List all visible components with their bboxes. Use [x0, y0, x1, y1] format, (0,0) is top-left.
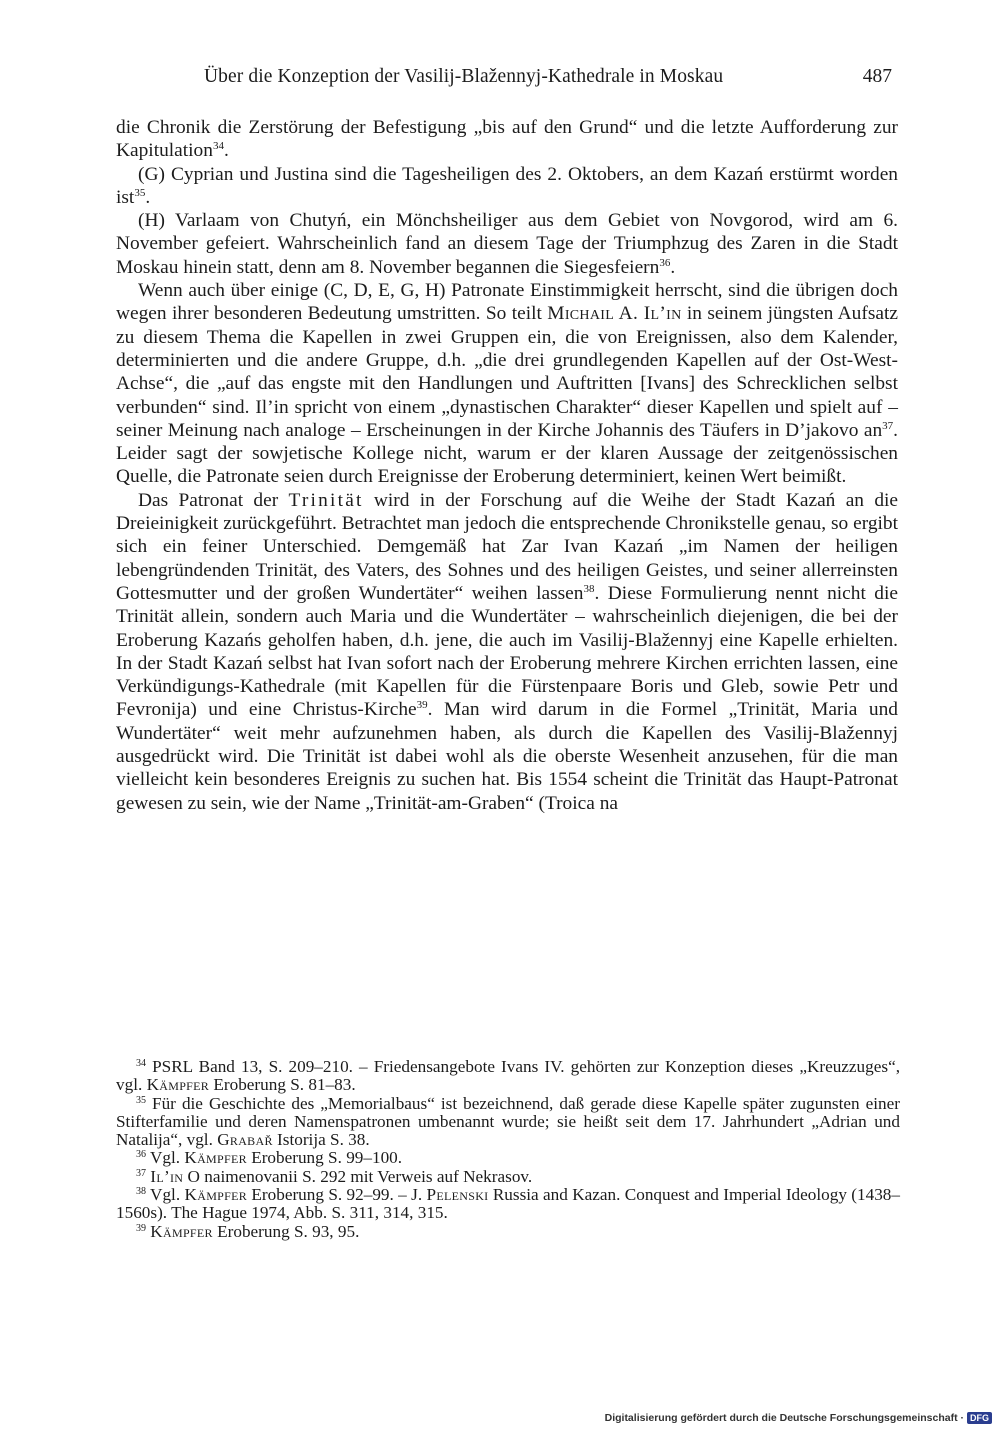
text-run: (G) Cyprian und Justina sind die Tagesheiligen des 2. Oktobers, an dem Kazań erstürmt worden ist: [116, 163, 898, 208]
author-name: Kämpfer: [184, 1185, 248, 1205]
paragraph-2: [116, 163, 898, 210]
text-run: Vgl.: [146, 1148, 185, 1168]
text-run: Eroberung S. 93, 95.: [212, 1221, 360, 1241]
footnote-number: 37: [136, 1167, 146, 1179]
paragraph-1: [116, 116, 898, 163]
footnote-36: [116, 1149, 900, 1167]
text-run: Eroberung S. 92–99. – J.: [247, 1185, 427, 1205]
text-run: Das Patronat der: [138, 489, 289, 511]
footnotes: [116, 1058, 900, 1241]
text-run: Für die Geschichte des „Memorialbaus“ ist bezeichnend, daß gerade diese Kapelle später zugunsten einer Stifterfamilie und deren Namenspatronen umbenannt wurde; sie heißt seit dem 17. Jahrhundert „Adrian und Natalija“, vgl.: [116, 1093, 900, 1150]
author-name: Kämpfer: [150, 1221, 213, 1241]
footnote-number: 39: [136, 1222, 146, 1234]
text-run: in seinem jüngsten Aufsatz zu diesem Thema die Kapellen in zwei Gruppen ein, die von Ereignissen, also dem Kalender, determinierten und die andere Gruppe, d.h. „die drei grundlegenden Kapellen auf der Ost-West-Achse“, die „auf das engste mit den Handlungen und Auftritten [Ivans] des Schrecklichen selbst verbunden“ sind. Il’in spricht von einem „dynastischen Charakter“ dieser Kapellen und spielt auf – seiner Meinung nach analoge – Erscheinungen in der Kirche Johannis des Täufers in D’jakovo an: [116, 303, 898, 441]
author-name: Kämpfer: [146, 1075, 210, 1095]
digitization-credit: [605, 1412, 992, 1424]
footnote-number: 38: [136, 1186, 146, 1198]
footnote-number: 36: [136, 1149, 146, 1161]
text-run: .: [145, 186, 151, 208]
text-run: wird in der Forschung auf die Weihe der Stadt Kazań an die Dreieinigkeit zurückgeführt. Betrachtet man jedoch die entsprechende Chronikstelle genau, so ergibt sich ein feiner Unterschied. Demgemäß hat Zar Ivan Kazań „im Namen der heiligen lebengründenden Trinität, des Vaters, des Sohnes und des heiligen Geistes, und seiner allerreinsten Gottesmutter und der großen Wundertäter“ weihen lassen: [116, 489, 899, 604]
text-run: . Diese Formulierung nennt nicht die Trinität allein, sondern auch Maria und die Wundertäter – wahrscheinlich diejenigen, die bei der Eroberung Kazańs geholfen haben, d.h. jene, die auch im Vasilij-Blažennyj eine Kapelle erhielten. In der Stadt Kazań selbst hat Ivan sofort nach der Eroberung mehrere Kirchen errichten lassen, eine Verkündigungs-Kathedrale (mit Kapellen für die Fürstenpaare Boris und Gleb, sowie Petr und Fevronija) und eine Christus-Kirche: [116, 582, 898, 721]
text-run: . Leider sagt der sowjetische Kollege nicht, warum er der klaren Aussage der zeitgenössischen Quelle, die Patronate seien durch Ereignisse der Eroberung determiniert, keinen Wert beimißt.: [116, 419, 898, 488]
main-text: [116, 116, 898, 815]
footnote-number: 35: [136, 1094, 146, 1106]
running-header: [116, 64, 900, 96]
text-run: Istorija S. 38.: [272, 1130, 370, 1150]
author-name: Grabař: [217, 1130, 273, 1150]
text-run: Eroberung S. 81–83.: [209, 1075, 356, 1095]
footnote-38: [116, 1186, 900, 1223]
credit-text: Digitalisierung gefördert durch die Deutsche Forschungsgemeinschaft ·: [604, 1412, 964, 1424]
text-run: Russia and Kazan. Conquest and Imperial Ideology (1438–1560s). The Hague 1974, Abb. S. 311, 314, 315.: [116, 1185, 900, 1223]
footnote-37: [116, 1168, 900, 1186]
paragraph-4: [116, 279, 898, 489]
author-name: Michail A. Il’in: [547, 303, 682, 325]
text-run: (H) Varlaam von Chutyń, ein Mönchsheiliger aus dem Gebiet von Novgorod, wird am 6. November gefeiert. Wahrscheinlich fand an diesem Tage der Triumphzug des Zaren in die Stadt Moskau hinein statt, denn am 8. November begannen die Siegesfeiern: [116, 210, 898, 278]
text-run: .: [670, 256, 676, 278]
footnote-ref-36[interactable]: 36: [659, 256, 671, 269]
footnote-ref-35[interactable]: 35: [134, 186, 146, 199]
footnote-ref-34[interactable]: 34: [212, 140, 224, 153]
text-run: . Man wird darum in die Formel „Trinität, Maria und Wundertäter“ weit mehr aufzunehmen haben, als durch die Kapellen des Vasilij-Blažennyj ausgedrückt wird. Die Trinität ist dabei wohl als die oberste Wesenheit anzusehen, für die man vielleicht kein besonderes Ereignis zu suchen hat. Bis 1554 scheint die Trinität das Haupt-Patronat gewesen zu sein, wie der Name „Trinität-am-Graben“ (Troica na: [116, 699, 898, 814]
text-run: Eroberung S. 99–100.: [246, 1148, 403, 1168]
footnote-number: 34: [136, 1058, 146, 1069]
author-name: Pelenski: [426, 1185, 489, 1205]
text-run: PSRL Band 13, S. 209–210. – Friedensangebote Ivans IV. gehörten zur Konzeption dieses „Kreuzzuges“, vgl.: [116, 1057, 900, 1095]
emphasized-term: Trinität: [288, 489, 364, 511]
running-title: Über die Konzeption der Vasilij-Blažennyj-Kathedrale in Moskau: [204, 66, 724, 87]
footnote-ref-39[interactable]: 39: [416, 699, 428, 712]
text-run: Vgl.: [146, 1185, 185, 1205]
text-run: .: [223, 140, 229, 162]
footnote-39: [116, 1223, 900, 1241]
page-number: 487: [862, 66, 892, 87]
footnote-35: [116, 1095, 900, 1150]
text-run: Wenn auch über einige (C, D, E, G, H) Patronate Einstimmigkeit herrscht, sind die übrigen doch wegen ihrer besonderen Bedeutung umstritten. So teilt: [116, 280, 898, 325]
dfg-logo: DFG: [967, 1412, 992, 1424]
paragraph-5: [116, 489, 898, 815]
text-run: die Chronik die Zerstörung der Befestigung „bis auf den Grund“ und die letzte Aufforderung zur Kapitulation: [116, 117, 898, 162]
footnote-34: [116, 1058, 900, 1095]
author-name: Il’in: [150, 1166, 184, 1186]
text-run: O naimenovanii S. 292 mit Verweis auf Nekrasov.: [183, 1166, 533, 1186]
paragraph-3: [116, 209, 898, 279]
footnote-ref-38[interactable]: 38: [583, 582, 595, 595]
author-name: Kämpfer: [184, 1148, 247, 1168]
footnote-ref-37[interactable]: 37: [882, 419, 894, 432]
